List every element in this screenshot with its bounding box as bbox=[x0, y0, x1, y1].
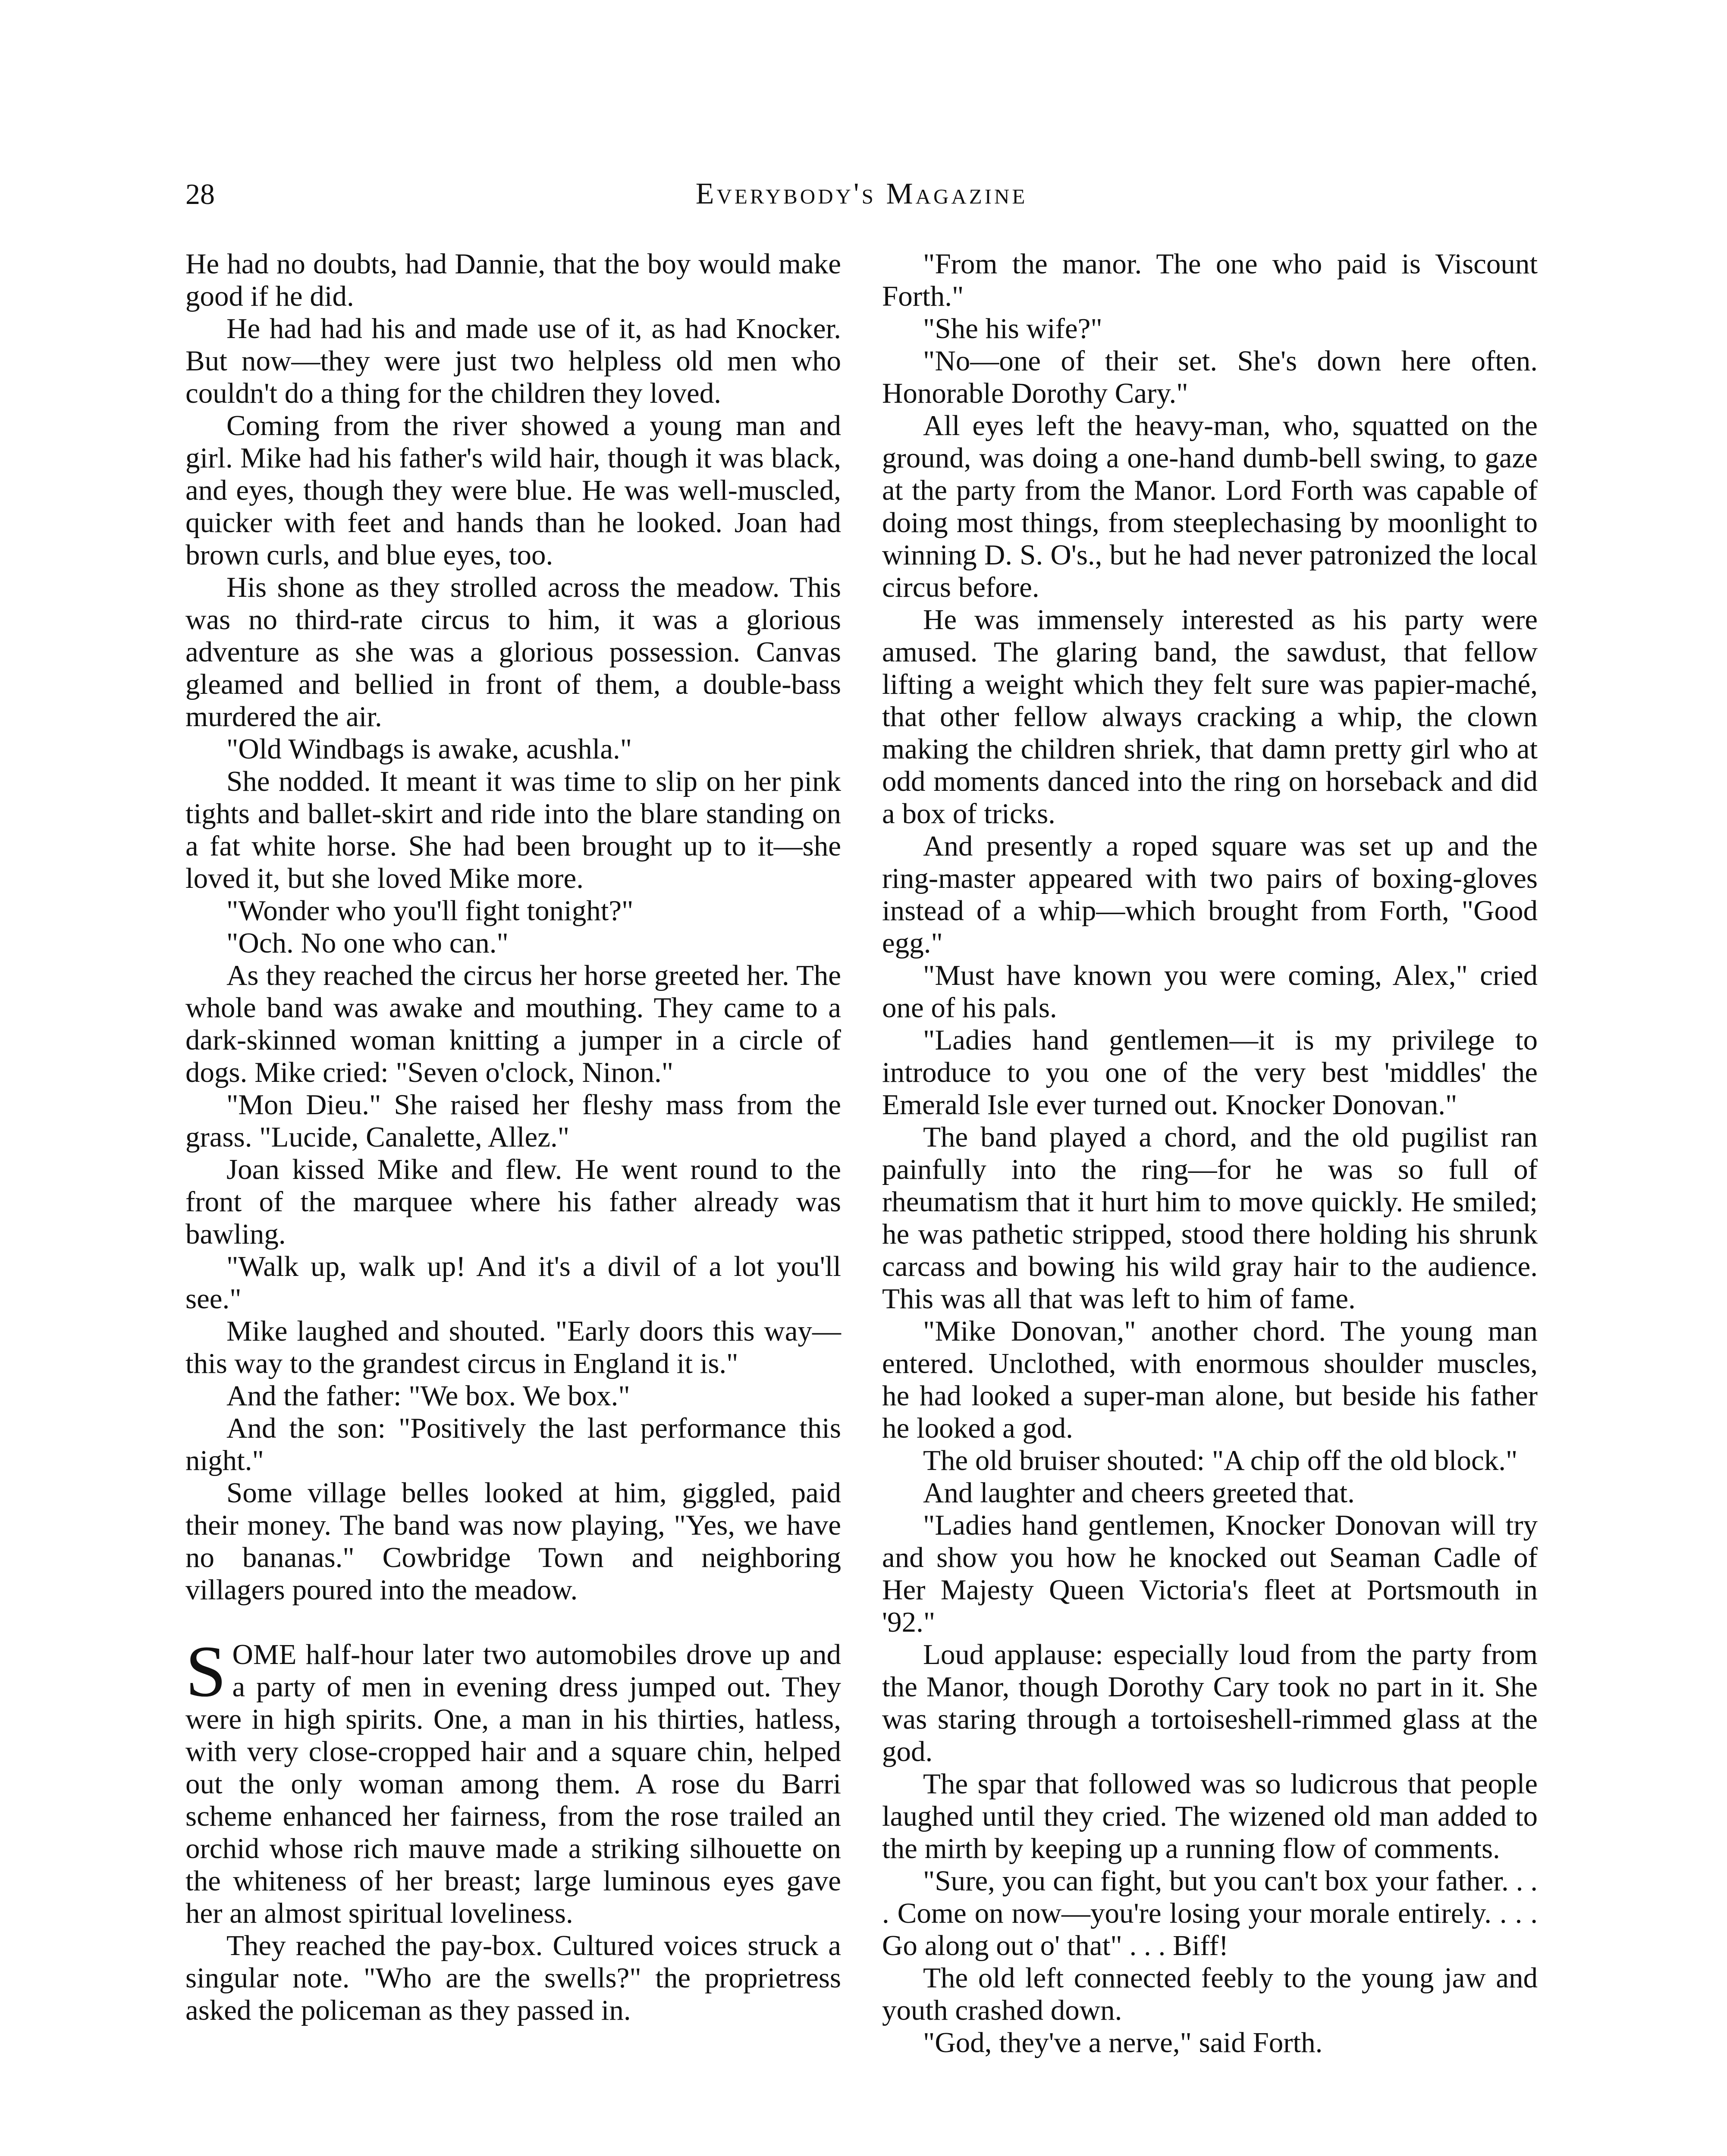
paragraph: Mike laughed and shouted. "Early doors this way—this way to the grandest circus in England it is." bbox=[185, 1315, 841, 1379]
paragraph: And laughter and cheers greeted that. bbox=[923, 1477, 1355, 1509]
paragraph: He had had his and made use of it, as had Knocker. But now—they were just two helpless old men who couldn't do a thing for the children they loved. bbox=[185, 313, 841, 409]
paragraph: All eyes left the heavy-man, who, squatted on the ground, was doing a one-hand dumb-bell swing, to gaze at the party from the Manor. Lord Forth was capable of doing most things, from steeplechasing by moonlight to winning D. S. O's., but he had never patronized the local circus before. bbox=[882, 410, 1538, 603]
left-column bbox=[185, 248, 841, 2027]
paragraph: "Och. No one who can." bbox=[226, 927, 509, 959]
paragraph: Some village belles looked at him, giggled, paid their money. The band was now playing, "Yes, we have no bananas." Cowbridge Town and neighboring villagers poured into the meadow. bbox=[185, 1477, 841, 1606]
paragraph: The band played a chord, and the old pugilist ran painfully into the ring—for he was so full of rheumatism that it hurt him to move quickly. He smiled; he was pathetic stripped, stood there holding his shrunk carcass and bowing his wild gray hair to the audience. This was all that was left to him of fame. bbox=[882, 1121, 1538, 1315]
paragraph: And presently a roped square was set up and the ring-master appeared with two pairs of boxing-gloves instead of a whip—which brought from Forth, "Good egg." bbox=[882, 830, 1538, 959]
paragraph: As they reached the circus her horse greeted her. The whole band was awake and mouthing. They came to a dark-skinned woman knitting a jumper in a circle of dogs. Mike cried: "Seven o'clock, Ninon." bbox=[185, 959, 841, 1088]
paragraph: "Mike Donovan," another chord. The young man entered. Unclothed, with enormous shoulder muscles, he had looked a super-man alone, but beside his father he looked a god. bbox=[882, 1315, 1538, 1444]
opening-paragraph-text: half-hour later two automobiles drove up and a party of men in evening dress jumped out. They were in high spirits. One, a man in his thirties, hatless, with very close-cropped hair and a square chin, helped out the only woman among them. A rose du Barri scheme enhanced her fairness, from the rose trailed an orchid whose rich mauve made a striking silhouette on the whiteness of her breast; large luminous eyes gave her an almost spiritual loveliness. bbox=[185, 1639, 841, 1929]
section-break bbox=[185, 1606, 841, 1639]
paragraph: "From the manor. The one who paid is Viscount Forth." bbox=[882, 248, 1538, 312]
paragraph: "Old Windbags is awake, acushla." bbox=[226, 733, 632, 765]
paragraph: And the father: "We box. We box." bbox=[226, 1380, 630, 1412]
paragraph: The old bruiser shouted: "A chip off the old block." bbox=[923, 1445, 1518, 1476]
paragraph: His shone as they strolled across the meadow. This was no third-rate circus to him, it was a glorious adventure as she was a glorious possession. Canvas gleamed and bellied in front of them, a double-bass murdered the air. bbox=[185, 571, 841, 733]
left-column-paragraphs bbox=[185, 248, 841, 1606]
paragraph: The spar that followed was so ludicrous that people laughed until they cried. The wizened old man added to the mirth by keeping up a running flow of comments. bbox=[882, 1768, 1538, 1865]
paragraph: Loud applause: especially loud from the party from the Manor, though Dorothy Cary took no part in it. She was staring through a tortoiseshell-rimmed glass at the god. bbox=[882, 1639, 1538, 1767]
paragraph: "Walk up, walk up! And it's a divil of a lot you'll see." bbox=[185, 1250, 841, 1315]
section-opening-paragraph bbox=[185, 1631, 841, 1930]
paragraph: The old left connected feebly to the young jaw and youth crashed down. bbox=[882, 1962, 1538, 2026]
paragraph: "Ladies hand gentlemen, Knocker Donovan will try and show you how he knocked out Seaman Cadle of Her Majesty Queen Victoria's fleet at Portsmouth in '92." bbox=[882, 1509, 1538, 1638]
drop-cap: S bbox=[185, 1631, 226, 1712]
paragraph: Coming from the river showed a young man and girl. Mike had his father's wild hair, though it was black, and eyes, though they were blue. He was well-muscled, quicker with feet and hands than he looked. Joan had brown curls, and blue eyes, too. bbox=[185, 410, 841, 571]
paragraph: She nodded. It meant it was time to slip on her pink tights and ballet-skirt and ride into the blare standing on a fat white horse. She had been brought up to it—she loved it, but she loved Mike more. bbox=[185, 765, 841, 894]
paragraph: "No—one of their set. She's down here often. Honorable Dorothy Cary." bbox=[882, 345, 1538, 409]
right-column bbox=[882, 248, 1538, 2059]
paragraph: "Sure, you can fight, but you can't box your father. . . . Come on now—you're losing your morale entirely. . . . Go along out o' that" . . . Biff! bbox=[882, 1865, 1538, 1962]
page-number: 28 bbox=[185, 178, 215, 210]
paragraph: "Ladies hand gentlemen—it is my privilege to introduce to you one of the very best 'middles' the Emerald Isle ever turned out. Knocker Donovan." bbox=[882, 1024, 1538, 1121]
paragraph: And the son: "Positively the last performance this night." bbox=[185, 1412, 841, 1476]
paragraph: "God, they've a nerve," said Forth. bbox=[923, 2027, 1323, 2059]
paragraph: He had no doubts, had Dannie, that the boy would make good if he did. bbox=[185, 248, 841, 312]
right-column-paragraphs bbox=[882, 248, 1538, 2059]
paragraph: They reached the pay-box. Cultured voices struck a singular note. "Who are the swells?" the proprietress asked the policeman as they passed in. bbox=[185, 1930, 841, 2026]
paragraph: Joan kissed Mike and flew. He went round to the front of the marquee where his father already was bawling. bbox=[185, 1153, 841, 1250]
running-title: Everybody's Magazine bbox=[695, 177, 1028, 210]
page-header bbox=[185, 170, 1538, 218]
opening-small-caps: OME bbox=[232, 1639, 297, 1670]
left-column-tail bbox=[185, 1930, 841, 2027]
paragraph: "Mon Dieu." She raised her fleshy mass from the grass. "Lucide, Canalette, Allez." bbox=[185, 1089, 841, 1153]
paragraph: "She his wife?" bbox=[923, 313, 1102, 345]
paragraph: He was immensely interested as his party were amused. The glaring band, the sawdust, that fellow lifting a weight which they felt sure was papier-maché, that other fellow always cracking a whip, the clown making the children shriek, that damn pretty girl who at odd moments danced into the ring on horseback and did a box of tricks. bbox=[882, 604, 1538, 830]
paragraph: "Must have known you were coming, Alex," cried one of his pals. bbox=[882, 959, 1538, 1024]
paragraph: "Wonder who you'll fight tonight?" bbox=[226, 895, 634, 927]
